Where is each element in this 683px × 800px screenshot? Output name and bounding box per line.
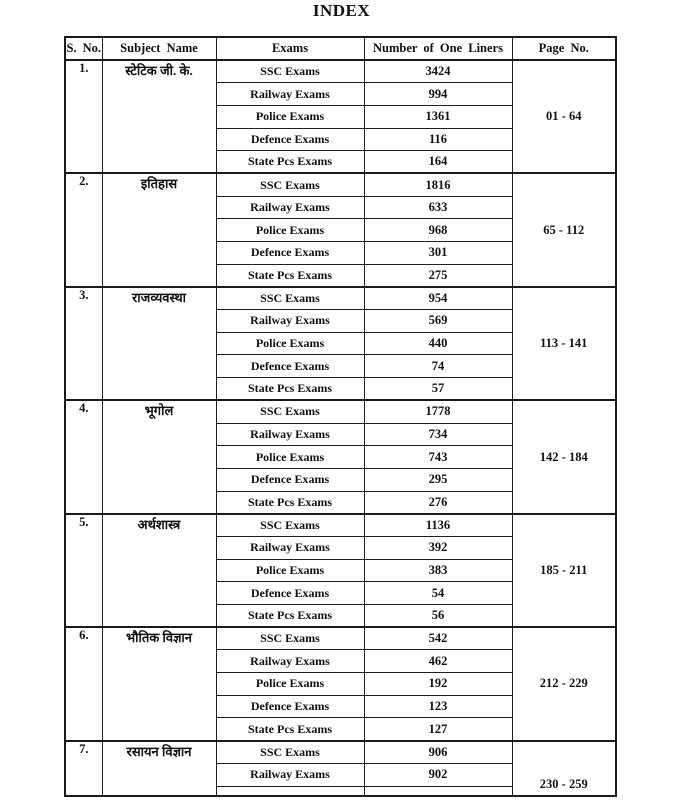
index-table-row	[65, 60, 616, 83]
header-exams: Exams	[216, 37, 364, 60]
one-liner-count-cell: 3424	[364, 60, 512, 83]
one-liner-count-cell: 906	[364, 741, 512, 764]
one-liner-count-cell: 57	[364, 378, 512, 401]
one-liner-count-cell: 569	[364, 310, 512, 333]
one-liner-count-cell: 1361	[364, 105, 512, 128]
one-liner-count-cell: 633	[364, 196, 512, 219]
one-liner-count-cell: 902	[364, 763, 512, 786]
exam-type-cell: State Pcs Exams	[216, 718, 364, 741]
page-range-cell: 65 - 112	[512, 173, 616, 286]
subject-cell: रसायन विज्ञान	[102, 741, 216, 796]
sno-cell: 5.	[65, 514, 102, 627]
exam-type-cell: Police Exams	[216, 559, 364, 582]
exam-type-cell: Police Exams	[216, 219, 364, 242]
exam-type-cell: SSC Exams	[216, 514, 364, 537]
one-liner-count-cell: 383	[364, 559, 512, 582]
exam-type-cell: Defence Exams	[216, 355, 364, 378]
header-number-of-one-liners: Number of One Liners	[364, 37, 512, 60]
exam-type-cell: State Pcs Exams	[216, 605, 364, 628]
one-liner-count-cell: 74	[364, 355, 512, 378]
header-subject-name: Subject Name	[102, 37, 216, 60]
exam-type-cell: Police Exams	[216, 446, 364, 469]
exam-type-cell: Railway Exams	[216, 423, 364, 446]
one-liner-count-cell: 743	[364, 446, 512, 469]
page-range-cell: 142 - 184	[512, 400, 616, 513]
header-page-no: Page No.	[512, 37, 616, 60]
one-liner-count-cell: 994	[364, 83, 512, 106]
exam-type-cell: Railway Exams	[216, 536, 364, 559]
exam-type-cell: SSC Exams	[216, 287, 364, 310]
sno-cell: 4.	[65, 400, 102, 513]
one-liner-count-cell: 116	[364, 128, 512, 151]
exam-type-cell: State Pcs Exams	[216, 491, 364, 514]
one-liner-count-cell: 123	[364, 695, 512, 718]
exam-type-cell: SSC Exams	[216, 741, 364, 764]
page-range-cell: 212 - 229	[512, 627, 616, 740]
one-liner-count-cell: 392	[364, 536, 512, 559]
one-liner-count-cell: 295	[364, 468, 512, 491]
index-table-row	[65, 741, 616, 764]
index-table-row	[65, 287, 616, 310]
one-liner-count-cell: 1816	[364, 173, 512, 196]
one-liner-count-cell: 301	[364, 242, 512, 265]
exam-type-cell: SSC Exams	[216, 627, 364, 650]
sno-cell: 1.	[65, 60, 102, 173]
one-liner-count-cell: 56	[364, 605, 512, 628]
exam-type-cell: Railway Exams	[216, 83, 364, 106]
blank-cell	[364, 786, 512, 796]
exam-type-cell: Defence Exams	[216, 582, 364, 605]
exam-type-cell: Defence Exams	[216, 695, 364, 718]
one-liner-count-cell: 127	[364, 718, 512, 741]
one-liner-count-cell: 542	[364, 627, 512, 650]
one-liner-count-cell: 734	[364, 423, 512, 446]
exam-type-cell: State Pcs Exams	[216, 264, 364, 287]
one-liner-count-cell: 276	[364, 491, 512, 514]
one-liner-count-cell: 1778	[364, 400, 512, 423]
exam-type-cell: Railway Exams	[216, 650, 364, 673]
subject-cell: इतिहास	[102, 173, 216, 286]
page-title: INDEX	[312, 1, 371, 20]
one-liner-count-cell: 954	[364, 287, 512, 310]
page-range-cell: 01 - 64	[512, 60, 616, 173]
exam-type-cell: Defence Exams	[216, 468, 364, 491]
exam-type-cell: SSC Exams	[216, 400, 364, 423]
exam-type-cell: Railway Exams	[216, 763, 364, 786]
exam-type-cell: Defence Exams	[216, 128, 364, 151]
subject-cell: स्टेटिक जी. के.	[102, 60, 216, 173]
index-table-body	[65, 60, 616, 796]
exam-type-cell: State Pcs Exams	[216, 151, 364, 174]
sno-cell: 7.	[65, 741, 102, 796]
one-liner-count-cell: 164	[364, 151, 512, 174]
header-sno: S. No.	[65, 37, 102, 60]
exam-type-cell: State Pcs Exams	[216, 378, 364, 401]
exam-type-cell: Railway Exams	[216, 310, 364, 333]
subject-cell: राजव्यवस्था	[102, 287, 216, 400]
subject-cell: अर्थशास्त्र	[102, 514, 216, 627]
page-range-cell: 185 - 211	[512, 514, 616, 627]
exam-type-cell: SSC Exams	[216, 60, 364, 83]
exam-type-cell: Railway Exams	[216, 196, 364, 219]
sno-cell: 2.	[65, 173, 102, 286]
one-liner-count-cell: 440	[364, 332, 512, 355]
exam-type-cell: Police Exams	[216, 673, 364, 696]
exam-type-cell: Defence Exams	[216, 242, 364, 265]
index-table-row	[65, 400, 616, 423]
one-liner-count-cell: 968	[364, 219, 512, 242]
one-liner-count-cell: 462	[364, 650, 512, 673]
index-table	[64, 36, 617, 797]
sno-cell: 3.	[65, 287, 102, 400]
one-liner-count-cell: 54	[364, 582, 512, 605]
exam-type-cell: Police Exams	[216, 332, 364, 355]
table-header-row	[65, 37, 616, 60]
sno-cell: 6.	[65, 627, 102, 740]
index-table-row	[65, 627, 616, 650]
subject-cell: भौतिक विज्ञान	[102, 627, 216, 740]
one-liner-count-cell: 192	[364, 673, 512, 696]
blank-cell	[216, 786, 364, 796]
subject-cell: भूगोल	[102, 400, 216, 513]
index-table-row	[65, 514, 616, 537]
page-range-cell: 230 - 259	[512, 741, 616, 796]
one-liner-count-cell: 275	[364, 264, 512, 287]
index-table-row	[65, 173, 616, 196]
exam-type-cell: Police Exams	[216, 105, 364, 128]
exam-type-cell: SSC Exams	[216, 173, 364, 196]
page-range-cell: 113 - 141	[512, 287, 616, 400]
one-liner-count-cell: 1136	[364, 514, 512, 537]
